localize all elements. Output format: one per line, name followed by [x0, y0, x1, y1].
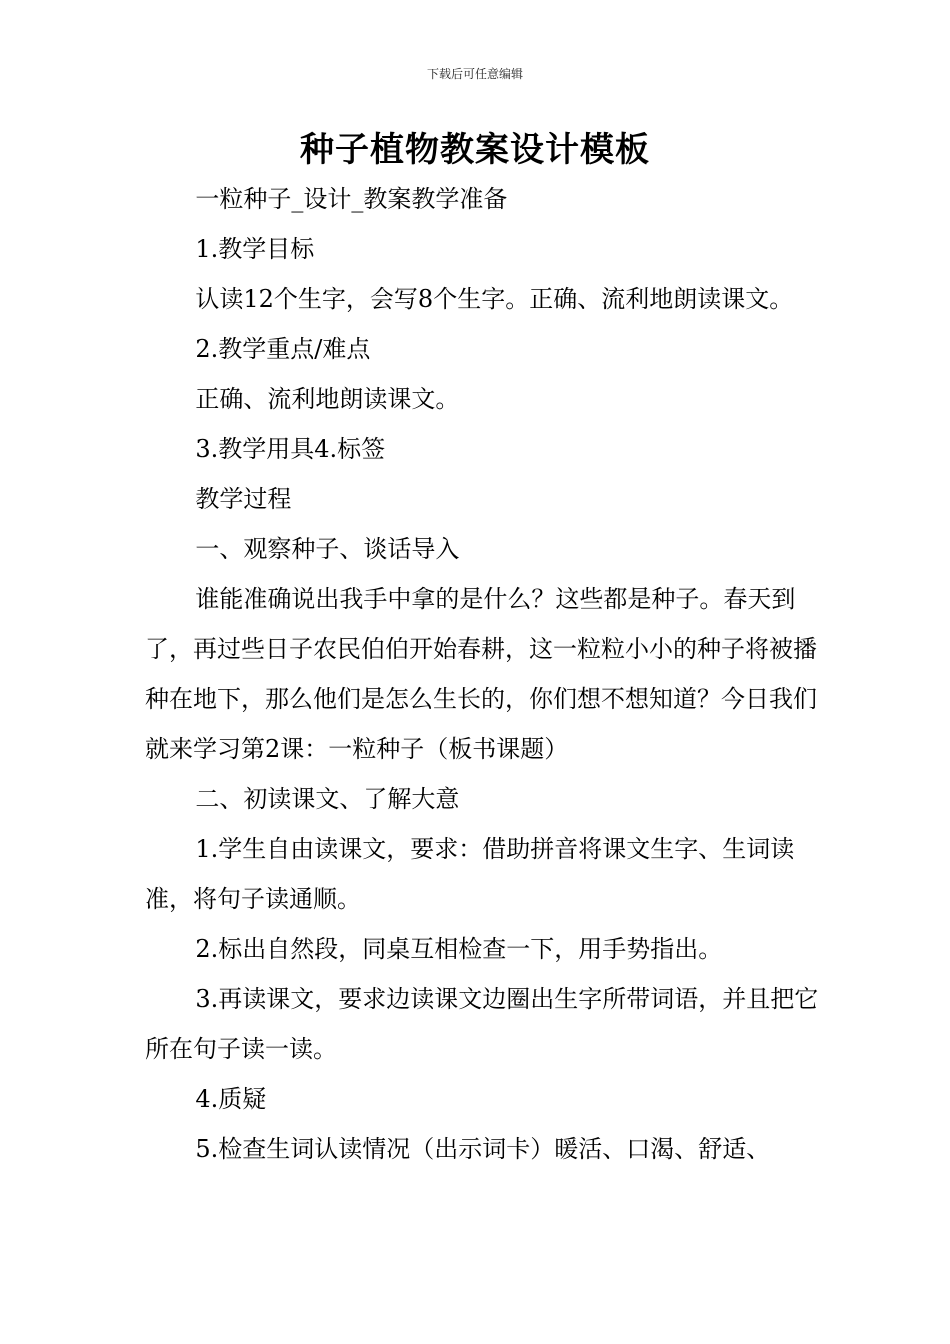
paragraph-process-heading: 教学过程: [195, 485, 292, 513]
document-body: [145, 174, 825, 1174]
paragraph-intro: 谁能准确说出我手中拿的是什么？这些都是种子。春天到了，再过些日子农民伯伯开始春耕，这一粒粒小小的种子将被播种在地下，那么他们是怎么生长的，你们想不想知道？今日我们就来学习第2课：一粒种子（板书课题）: [145, 585, 817, 763]
paragraph-goal: 认读12个生字，会写8个生字。正确、流利地朗读课文。: [195, 285, 794, 313]
paragraph-focus: 正确、流利地朗读课文。: [195, 385, 460, 413]
page-title: 种子植物教案设计模板: [300, 130, 650, 170]
paragraph-step-2: 2.标出自然段，同桌互相检查一下，用手势指出。: [195, 935, 723, 963]
paragraph-step-4: 4.质疑: [195, 1085, 267, 1113]
paragraph-focus-heading: 2.教学重点/难点: [195, 335, 371, 363]
paragraph-prep: 一粒种子_设计_教案教学准备: [195, 185, 508, 213]
paragraph-step-5: 5.检查生词认读情况（出示词卡）暖活、口渴、舒适、: [195, 1135, 771, 1163]
paragraph-tools: 3.教学用具4.标签: [195, 435, 386, 463]
paragraph-section-two: 二、初读课文、了解大意: [195, 785, 460, 813]
header-note: 下载后可任意编辑: [426, 67, 523, 81]
paragraph-step-3: 3.再读课文，要求边读课文边圈出生字所带词语，并且把它所在句子读一读。: [145, 985, 819, 1063]
paragraph-goal-heading: 1.教学目标: [195, 235, 315, 263]
paragraph-section-one: 一、观察种子、谈话导入: [195, 535, 460, 563]
paragraph-step-1: 1.学生自由读课文，要求：借助拼音将课文生字、生词读准，将句子读通顺。: [145, 835, 795, 913]
